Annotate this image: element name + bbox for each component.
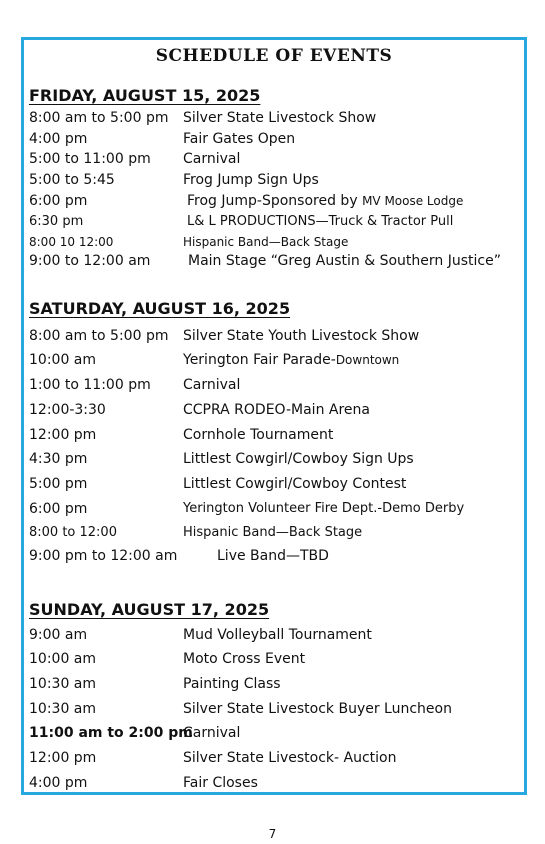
list-item: 8:00 am to 5:00 pm Silver State Livestock Show — [29, 110, 377, 126]
day-heading-friday: FRIDAY, AUGUST 15, 2025 — [29, 86, 261, 105]
list-item: 9:00 pm to 12:00 am Live Band—TBD — [29, 548, 329, 564]
page-number: 7 — [268, 827, 277, 841]
list-item: 8:00 10 12:00 Hispanic Band—Back Stage — [29, 235, 349, 249]
schedule-frame — [21, 37, 527, 795]
list-item: 9:00 am Mud Volleyball Tournament — [29, 627, 372, 643]
list-item: 10:30 am Painting Class — [29, 676, 281, 692]
list-item: 12:00 pm Cornhole Tournament — [29, 427, 334, 443]
list-item: 10:30 am Silver State Livestock Buyer Luncheon — [29, 701, 452, 717]
list-item: 4:30 pm Littlest Cowgirl/Cowboy Sign Ups — [29, 451, 414, 467]
list-item: 6:30 pm L& L PRODUCTIONS—Truck & Tractor Pull — [29, 214, 454, 229]
list-item: 12:00 pm Silver State Livestock- Auction — [29, 750, 397, 766]
list-item: 5:00 pm Littlest Cowgirl/Cowboy Contest — [29, 476, 407, 492]
list-item: 5:00 to 5:45 Frog Jump Sign Ups — [29, 172, 319, 188]
list-item: 9:00 to 12:00 am Main Stage “Greg Austin & Southern Justice” — [29, 253, 501, 269]
list-item: 8:00 to 12:00 Hispanic Band—Back Stage — [29, 525, 363, 540]
list-item: 11:00 am to 2:00 pm Carnival — [29, 725, 241, 741]
list-item: 10:00 am Moto Cross Event — [29, 651, 306, 667]
list-item: 12:00-3:30 CCPRA RODEO-Main Arena — [29, 402, 370, 418]
list-item: 1:00 to 11:00 pm Carnival — [29, 377, 241, 393]
list-item: 6:00 pm Yerington Volunteer Fire Dept.-Demo Derby — [29, 501, 465, 517]
page-title: SCHEDULE OF EVENTS — [155, 46, 393, 66]
list-item: 4:00 pm Fair Gates Open — [29, 131, 296, 147]
list-item: 8:00 am to 5:00 pm Silver State Youth Livestock Show — [29, 328, 420, 344]
day-heading-saturday: SATURDAY, AUGUST 16, 2025 — [29, 299, 291, 318]
day-heading-sunday: SUNDAY, AUGUST 17, 2025 — [29, 600, 270, 619]
list-item: 10:00 am Yerington Fair Parade-Downtown — [29, 352, 400, 368]
list-item: 4:00 pm Fair Closes — [29, 775, 258, 791]
list-item: 5:00 to 11:00 pm Carnival — [29, 151, 241, 167]
list-item: 6:00 pm Frog Jump-Sponsored by MV Moose Lodge — [29, 193, 464, 209]
